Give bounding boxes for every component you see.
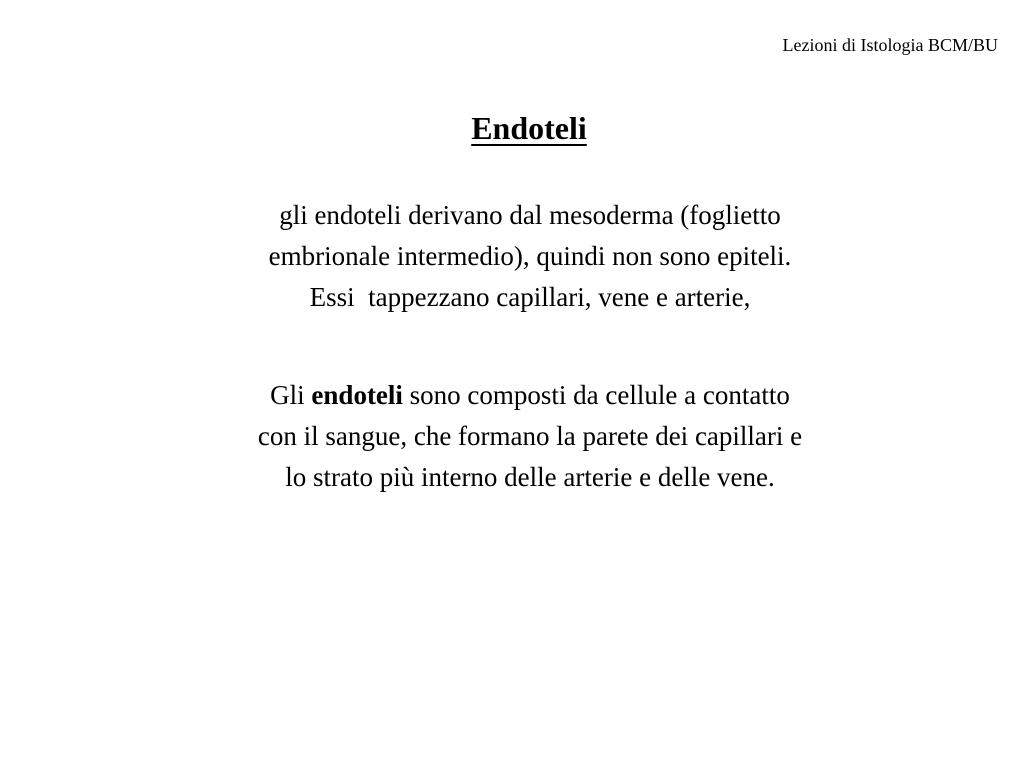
paragraph-line (130, 375, 930, 416)
paragraph-line: lo strato più interno delle arterie e delle vene. (285, 462, 775, 492)
bold-term: endoteli (311, 380, 403, 410)
course-header: Lezioni di Istologia BCM/BU (782, 35, 998, 55)
line-text: Gli (270, 380, 312, 410)
paragraph-line: con il sangue, che formano la parete dei capillari e (257, 421, 803, 451)
slide-title (0, 108, 1024, 148)
paragraph-line: embrionale intermedio), quindi non sono epiteli. (268, 241, 792, 271)
paragraph-line: Essi tappezzano capillari, vene e arterie, (309, 282, 751, 312)
paragraph-definition (130, 375, 930, 498)
paragraph-line: gli endoteli derivano dal mesoderma (foglietto (279, 200, 781, 230)
slide-title-text: Endoteli (471, 110, 587, 146)
paragraph-origin (130, 195, 930, 318)
line-text: sono composti da cellule a contatto (402, 380, 790, 410)
